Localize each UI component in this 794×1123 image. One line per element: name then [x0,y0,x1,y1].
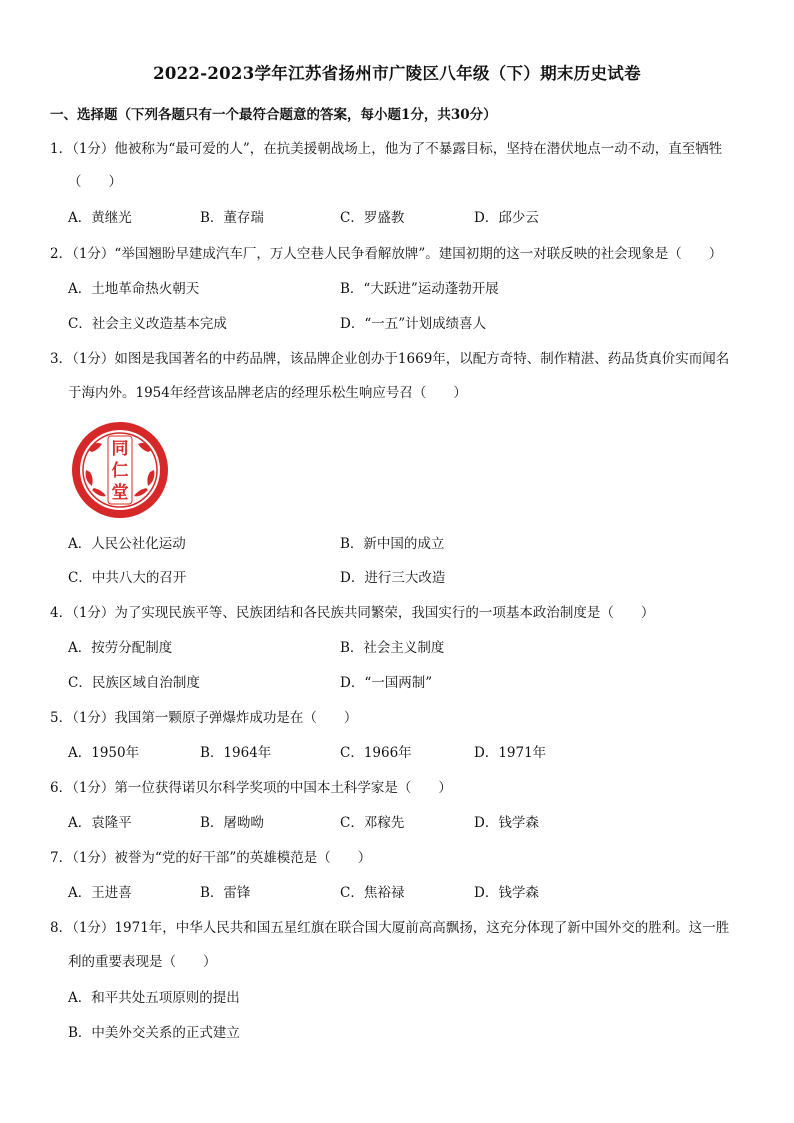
q3-option-b: B．新中国的成立 [340,536,445,552]
q6-option-b: B．屠呦呦 [200,815,264,831]
question-3-text: 3．（1分）如图是我国著名的中药品牌，该品牌企业创办于1669年，以配方奇特、制作精湛、药品货真价实而闻名 [50,351,730,367]
q1-option-d: D．邱少云 [474,210,539,226]
q2-option-a: A．土地革命热火朝天 [68,281,200,297]
q3-option-d: D．进行三大改造 [340,570,446,586]
q2-option-d: D．“一五”计划成绩喜人 [340,316,487,332]
q7-option-a: A．王进喜 [68,885,132,901]
q7-option-b: B．雷锋 [200,885,251,901]
section-heading: 一、选择题（下列各题只有一个最符合题意的答案，每小题1分，共30分） [50,107,497,123]
q1-option-a: A．黄继光 [68,210,132,226]
question-3-text-cont: 于海内外。1954年经营该品牌老店的经理乐松生响应号召（ ） [68,385,467,401]
q3-option-a: A．人民公社化运动 [68,536,186,552]
q5-option-a: A．1950年 [68,745,140,761]
tongrentang-seal-image [70,420,170,520]
question-5-text: 5．（1分）我国第一颗原子弹爆炸成功是在（ ） [50,710,358,726]
seal-char-3: 堂 [111,483,129,503]
q2-option-c: C．社会主义改造基本完成 [68,316,227,332]
question-8-text-cont: 利的重要表现是（ ） [68,954,217,970]
q7-option-d: D．钱学森 [474,885,539,901]
question-1-text: 1．（1分）他被称为“最可爱的人”，在抗美援朝战场上，他为了不暴露目标，坚持在潜伏地点一动不动，直至牺牲 [50,141,723,157]
q4-option-b: B．社会主义制度 [340,640,445,656]
q4-option-c: C．民族区域自治制度 [68,675,200,691]
question-7-text: 7．（1分）被誉为“党的好干部”的英雄模范是（ ） [50,850,372,866]
q4-option-d: D．“一国两制” [340,675,433,691]
q2-option-b: B．“大跃进”运动蓬勃开展 [340,281,499,297]
q5-option-b: B．1964年 [200,745,272,761]
q7-option-c: C．焦裕禄 [340,885,405,901]
seal-char-2: 仁 [111,461,129,481]
q1-option-c: C．罗盛教 [340,210,405,226]
q3-option-c: C．中共八大的召开 [68,570,187,586]
q6-option-c: C．邓稼先 [340,815,405,831]
q6-option-d: D．钱学森 [474,815,539,831]
question-1-text-cont: （ ） [68,174,122,190]
q6-option-a: A．袁隆平 [68,815,132,831]
question-6-text: 6．（1分）第一位获得诺贝尔科学奖项的中国本土科学家是（ ） [50,780,452,796]
exam-title: 2022-2023学年江苏省扬州市广陵区八年级（下）期末历史试卷 [153,64,641,83]
question-4-text: 4．（1分）为了实现民族平等、民族团结和各民族共同繁荣，我国实行的一项基本政治制度是（ ） [50,605,655,621]
q5-option-c: C．1966年 [340,745,412,761]
question-8-text: 8．（1分）1971年，中华人民共和国五星红旗在联合国大厦前高高飘扬，这充分体现了新中国外交的胜利。这一胜 [50,920,730,936]
q8-option-b: B．中美外交关系的正式建立 [68,1025,240,1041]
q5-option-d: D．1971年 [474,745,547,761]
question-2-text: 2．（1分）“举国翘盼早建成汽车厂，万人空巷人民争看解放牌”。建国初期的这一对联反映的社会现象是（ ） [50,246,723,262]
seal-char-1: 同 [111,439,129,459]
q4-option-a: A．按劳分配制度 [68,640,173,656]
q1-option-b: B．董存瑞 [200,210,264,226]
q8-option-a: A．和平共处五项原则的提出 [68,990,240,1006]
